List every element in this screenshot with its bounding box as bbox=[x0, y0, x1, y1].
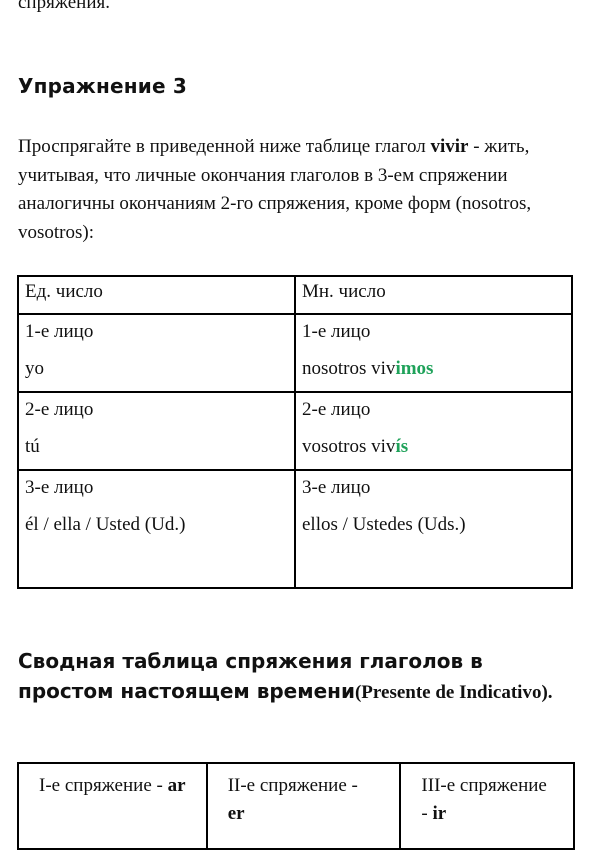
col-label: II-е спряжение - bbox=[227, 775, 358, 796]
table-row bbox=[18, 314, 572, 392]
exercise-heading-number: 3 bbox=[172, 74, 188, 98]
verb-form bbox=[302, 346, 565, 383]
verb-form bbox=[302, 424, 565, 461]
col-suffix: ir bbox=[432, 803, 447, 824]
summary-heading-serif: (Presente de Indicativo). bbox=[354, 682, 553, 703]
summary-col-er bbox=[207, 763, 401, 849]
person-label: 3-е лицо bbox=[302, 477, 371, 498]
table-row bbox=[18, 470, 572, 588]
table-row bbox=[18, 392, 572, 470]
person-label: 1-е лицо bbox=[25, 321, 94, 342]
cell-singular bbox=[18, 314, 295, 392]
summary-col-ar bbox=[18, 763, 207, 849]
cell-plural bbox=[295, 470, 572, 588]
exercise-heading-word: Упражнение bbox=[18, 74, 166, 98]
instructions-text-before: Проспрягайте в приведенной ниже таблице глагол bbox=[18, 136, 431, 157]
person-label: 3-е лицо bbox=[25, 477, 94, 498]
pronoun: tú bbox=[25, 436, 40, 457]
cell-plural bbox=[295, 314, 572, 392]
summary-table bbox=[17, 762, 575, 850]
cell-singular bbox=[18, 392, 295, 470]
person-label: 2-е лицо bbox=[25, 399, 94, 420]
verb-stem: ellos / Ustedes (Uds.) bbox=[302, 514, 466, 535]
header-plural: Мн. число bbox=[295, 276, 572, 314]
verb-ending: ís bbox=[395, 436, 409, 457]
verb-stem: nosotros viv bbox=[302, 358, 396, 379]
col-suffix: ar bbox=[167, 775, 186, 796]
header-singular: Ед. число bbox=[18, 276, 295, 314]
verb-stem: vosotros viv bbox=[302, 436, 396, 457]
verb-form bbox=[302, 502, 565, 539]
table-header-row bbox=[18, 276, 572, 314]
col-label: I-е спряжение - bbox=[39, 775, 168, 796]
cell-singular bbox=[18, 470, 295, 588]
summary-header-row bbox=[18, 763, 574, 849]
pronoun: yo bbox=[25, 358, 44, 379]
conjugation-table bbox=[17, 275, 573, 589]
pronoun: él / ella / Usted (Ud.) bbox=[25, 514, 186, 535]
instructions-verb: vivir bbox=[430, 136, 469, 157]
exercise-instructions bbox=[18, 133, 578, 247]
previous-text-fragment: спряжения. bbox=[18, 0, 110, 13]
person-label: 1-е лицо bbox=[302, 321, 371, 342]
person-label: 2-е лицо bbox=[302, 399, 371, 420]
instructions-text-after: - жить, учитывая, что личные окончания глаголов в 3-ем спряжении аналогичны окончаниям 2-го спряжения, кроме форм (nosotros, vosotros): bbox=[18, 136, 532, 243]
col-label: III-е спряжение - bbox=[421, 775, 547, 824]
verb-ending: imos bbox=[395, 358, 434, 379]
summary-heading-sans: Сводная таблица спряжения глаголов в простом настоящем времени bbox=[18, 649, 483, 703]
exercise-heading bbox=[18, 74, 187, 98]
col-suffix: er bbox=[227, 803, 245, 824]
summary-heading bbox=[18, 646, 578, 708]
cell-plural bbox=[295, 392, 572, 470]
summary-col-ir bbox=[400, 763, 574, 849]
